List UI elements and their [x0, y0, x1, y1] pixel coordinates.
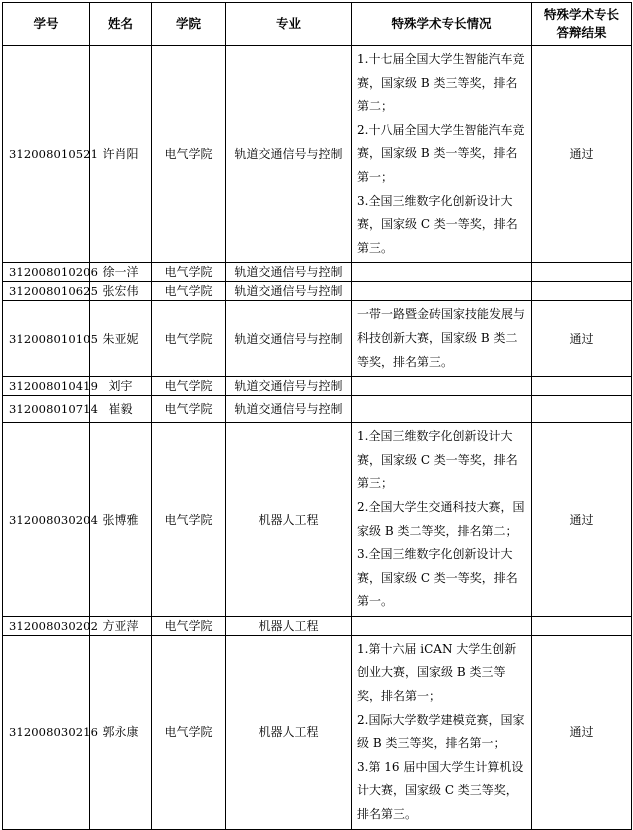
student-id: 312008010419	[3, 377, 90, 396]
student-college: 电气学院	[152, 377, 226, 396]
student-situation	[352, 282, 532, 301]
table-row	[3, 423, 632, 617]
table-row	[3, 301, 632, 377]
student-result: 通过	[532, 635, 632, 829]
header-id: 学号	[3, 3, 90, 46]
table-row	[3, 616, 632, 635]
header-row	[3, 3, 632, 46]
table-row	[3, 377, 632, 396]
student-id: 312008010206	[3, 263, 90, 282]
student-id: 312008010521	[3, 46, 90, 263]
table-row	[3, 635, 632, 829]
student-major: 轨道交通信号与控制	[226, 46, 352, 263]
student-id: 312008010105	[3, 301, 90, 377]
student-id: 312008030202	[3, 616, 90, 635]
student-situation	[352, 263, 532, 282]
student-college: 电气学院	[152, 282, 226, 301]
student-situation	[352, 616, 532, 635]
student-college: 电气学院	[152, 46, 226, 263]
student-id: 312008030204	[3, 423, 90, 617]
student-situation: 1.全国三维数字化创新设计大赛，国家级 C 类一等奖，排名第三； 2.全国大学生交通科技大赛，国家级 B 类二等奖，排名第二； 3.全国三维数字化创新设计大赛，国家级 C 类一等奖，排名第一。	[352, 423, 532, 617]
student-name: 许肖阳	[90, 46, 152, 263]
student-name: 崔毅	[90, 396, 152, 423]
student-name: 朱亚妮	[90, 301, 152, 377]
student-major: 机器人工程	[226, 635, 352, 829]
student-result	[532, 377, 632, 396]
table-row	[3, 46, 632, 263]
header-result: 特殊学术专长 答辩结果	[532, 3, 632, 46]
student-situation	[352, 377, 532, 396]
student-major: 轨道交通信号与控制	[226, 396, 352, 423]
student-college: 电气学院	[152, 616, 226, 635]
student-college: 电气学院	[152, 263, 226, 282]
student-name: 张宏伟	[90, 282, 152, 301]
student-result: 通过	[532, 301, 632, 377]
header-name: 姓名	[90, 3, 152, 46]
header-major: 专业	[226, 3, 352, 46]
student-situation: 1.十七届全国大学生智能汽车竞赛，国家级 B 类三等奖，排名第二； 2.十八届全国大学生智能汽车竞赛，国家级 B 类一等奖，排名第一； 3.全国三维数字化创新设计大赛，国家级 C 类一等奖，排名第三。	[352, 46, 532, 263]
student-result: 通过	[532, 423, 632, 617]
student-name: 张博雅	[90, 423, 152, 617]
student-college: 电气学院	[152, 423, 226, 617]
student-name: 徐一洋	[90, 263, 152, 282]
table-row	[3, 282, 632, 301]
student-situation: 一带一路暨金砖国家技能发展与科技创新大赛，国家级 B 类二等奖，排名第三。	[352, 301, 532, 377]
student-college: 电气学院	[152, 396, 226, 423]
student-major: 轨道交通信号与控制	[226, 377, 352, 396]
results-table	[2, 2, 632, 830]
student-major: 轨道交通信号与控制	[226, 301, 352, 377]
header-college: 学院	[152, 3, 226, 46]
student-result	[532, 263, 632, 282]
header-situation: 特殊学术专长情况	[352, 3, 532, 46]
student-major: 机器人工程	[226, 616, 352, 635]
student-major: 轨道交通信号与控制	[226, 282, 352, 301]
table-row	[3, 263, 632, 282]
student-name: 郭永康	[90, 635, 152, 829]
student-college: 电气学院	[152, 301, 226, 377]
table-row	[3, 396, 632, 423]
student-situation: 1.第十六届 iCAN 大学生创新创业大赛，国家级 B 类三等奖，排名第一； 2.国际大学数学建模竞赛，国家级 B 类三等奖，排名第一； 3.第 16 届中国大学生计算机设计大赛，国家级 C 类三等奖，排名第三。	[352, 635, 532, 829]
student-name: 方亚萍	[90, 616, 152, 635]
student-result	[532, 396, 632, 423]
student-result	[532, 282, 632, 301]
student-result	[532, 616, 632, 635]
student-major: 轨道交通信号与控制	[226, 263, 352, 282]
student-id: 312008010625	[3, 282, 90, 301]
student-id: 312008030216	[3, 635, 90, 829]
student-id: 312008010714	[3, 396, 90, 423]
student-college: 电气学院	[152, 635, 226, 829]
student-name: 刘宇	[90, 377, 152, 396]
student-major: 机器人工程	[226, 423, 352, 617]
student-result: 通过	[532, 46, 632, 263]
student-situation	[352, 396, 532, 423]
